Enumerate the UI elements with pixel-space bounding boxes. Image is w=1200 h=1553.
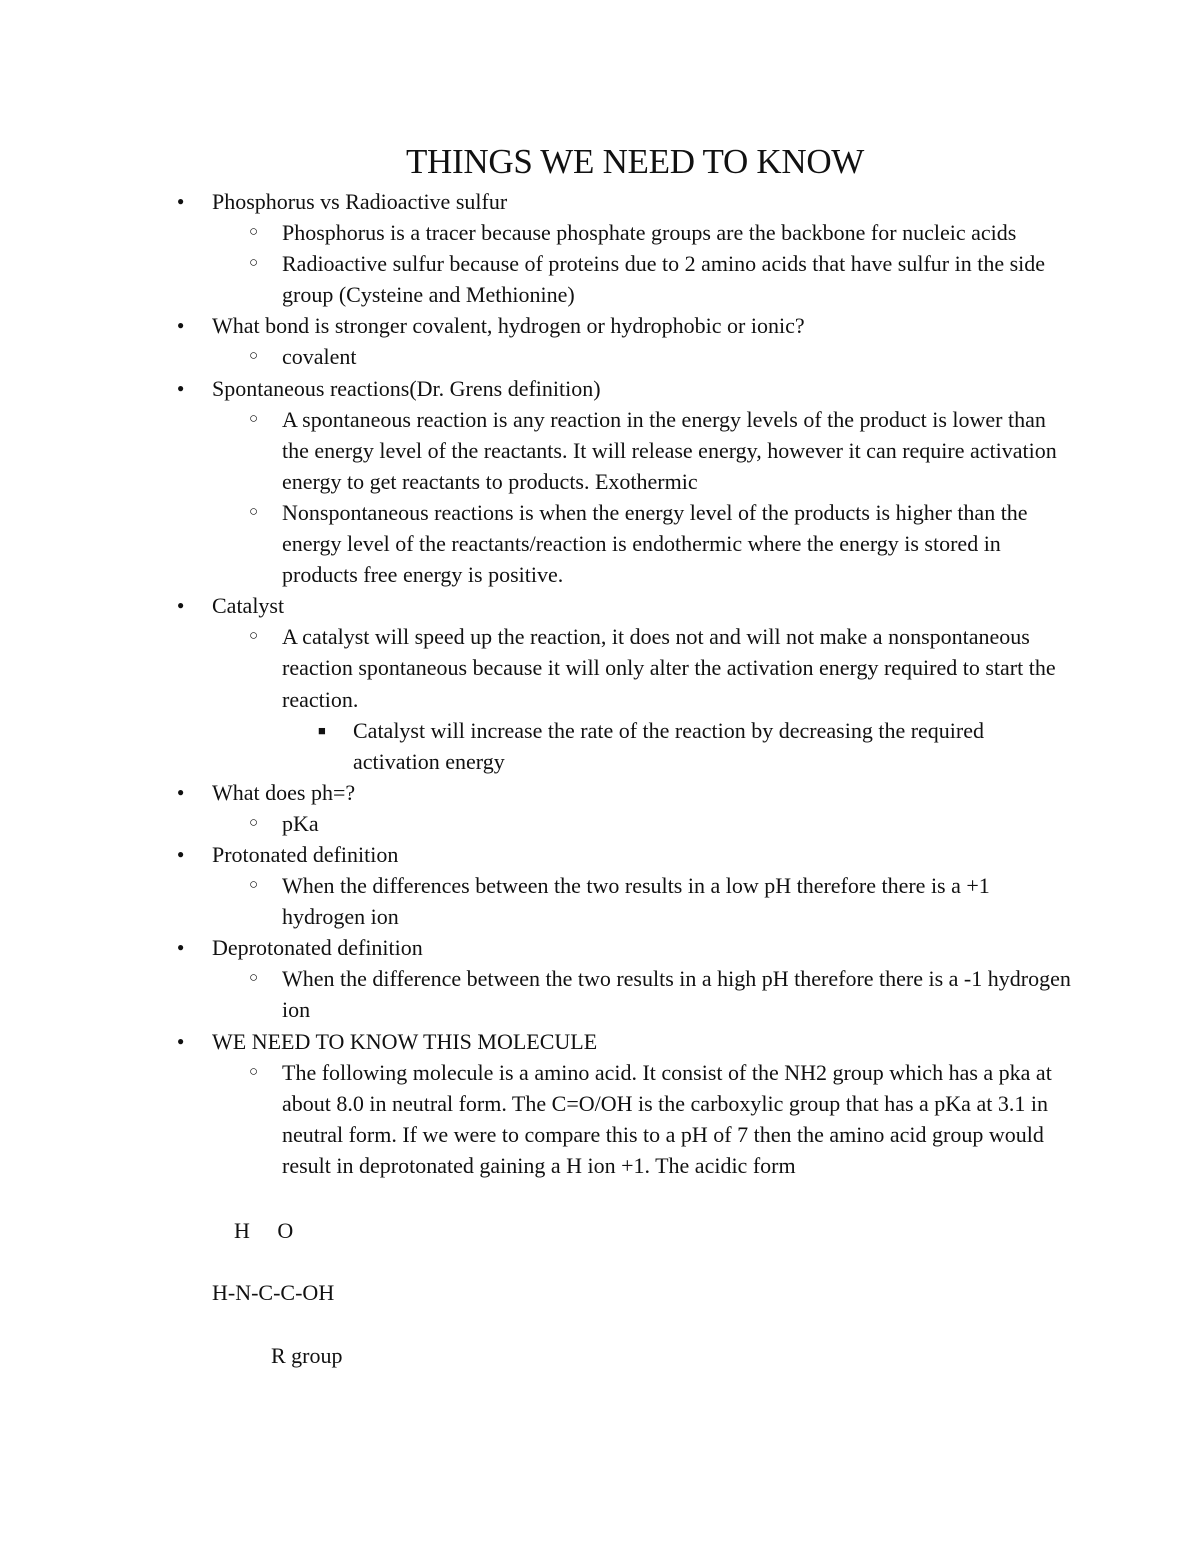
sub-list-item — [0, 870, 1072, 932]
sub-list-item — [0, 808, 1072, 839]
bullet-icon: ● — [177, 1033, 185, 1048]
bullet-icon: ● — [177, 380, 185, 395]
list-item-text: WE NEED TO KNOW THIS MOLECULE — [212, 1028, 598, 1054]
bullet-icon: ● — [177, 940, 185, 955]
sub-list-item — [0, 341, 1072, 372]
sub-list-item — [0, 248, 1072, 310]
outline-list — [0, 186, 1200, 1181]
document-title: THINGS WE NEED TO KNOW — [405, 142, 865, 181]
bullet-icon: ● — [177, 784, 185, 799]
hollow-bullet-icon: ○ — [249, 1063, 259, 1080]
sub-list-item — [0, 621, 1072, 714]
sub-list-item — [0, 404, 1072, 497]
list-item — [0, 590, 1072, 621]
bullet-icon: ● — [177, 318, 185, 333]
list-item — [0, 932, 1072, 963]
sub-list-item-text: Phosphorus is a tracer because phosphate groups are the backbone for nucleic acids — [282, 220, 1017, 246]
molecule-top-atoms: H O — [234, 1218, 294, 1243]
list-item-text: Spontaneous reactions(Dr. Grens definition) — [212, 375, 601, 401]
bullet-icon: ● — [177, 846, 185, 861]
hollow-bullet-icon: ○ — [249, 814, 259, 831]
list-item — [0, 839, 1072, 870]
sub-list-item — [0, 1057, 1072, 1181]
bullet-icon: ● — [177, 598, 185, 613]
sub-list-item-text: When the differences between the two results in a low pH therefore there is a +1 hydrogen ion — [282, 873, 990, 930]
list-item-text: Deprotonated definition — [212, 935, 423, 961]
list-item-text: Phosphorus vs Radioactive sulfur — [212, 189, 508, 214]
list-item-text: What bond is stronger covalent, hydrogen or hydrophobic or ionic? — [212, 313, 805, 339]
sub-list-item — [0, 963, 1072, 1025]
list-item — [0, 310, 1072, 341]
bullet-icon: ● — [177, 194, 185, 208]
sub-list-item-text: covalent — [282, 344, 357, 370]
list-item — [0, 186, 1072, 217]
sub-list-item-text: Radioactive sulfur because of proteins due to 2 amino acids that have sulfur in the side group (Cysteine and Methionine) — [282, 251, 1046, 308]
sub-list-item-text: A catalyst will speed up the reaction, it does not and will not make a nonspontaneous reaction spontaneous because it will only alter the activation energy required to start the reaction. — [282, 624, 1056, 712]
sub-sub-list-item-text: Catalyst will increase the rate of the reaction by decreasing the required activation energy — [353, 717, 985, 774]
molecule-r-group: R group — [271, 1343, 343, 1368]
list-item-text: What does ph=? — [212, 779, 356, 805]
square-bullet-icon: ■ — [318, 722, 326, 738]
hollow-bullet-icon: ○ — [249, 255, 259, 272]
sub-list-item-text: When the difference between the two results in a high pH therefore there is a -1 hydrogen ion — [282, 966, 1071, 1023]
sub-list-item — [0, 497, 1072, 590]
hollow-bullet-icon: ○ — [249, 410, 259, 427]
sub-list-item-text: Nonspontaneous reactions is when the energy level of the products is higher than the energy level of the reactants/reaction is endothermic where the energy is stored in products free energy is positive. — [282, 499, 1028, 588]
hollow-bullet-icon: ○ — [249, 970, 259, 987]
list-item-text: Catalyst — [212, 593, 285, 619]
list-item — [0, 1026, 1072, 1057]
list-item — [0, 777, 1072, 808]
molecule-chain: H-N-C-C-OH — [212, 1280, 335, 1305]
sub-sub-list-item — [0, 715, 1053, 777]
list-item-text: Protonated definition — [212, 841, 399, 867]
list-item — [0, 373, 1072, 404]
hollow-bullet-icon: ○ — [249, 348, 259, 365]
sub-list-item-text: A spontaneous reaction is any reaction in the energy levels of the product is lower than the energy level of the reactants. It will release energy, however it can require activation energy to get reactants to products. Exothermic — [282, 406, 1057, 494]
hollow-bullet-icon: ○ — [249, 224, 259, 241]
sub-list-item-text: pKa — [282, 810, 319, 836]
hollow-bullet-icon: ○ — [249, 503, 259, 520]
hollow-bullet-icon: ○ — [249, 877, 259, 894]
hollow-bullet-icon: ○ — [249, 628, 259, 645]
sub-list-item — [0, 217, 1072, 248]
sub-list-item-text: The following molecule is a amino acid. It consist of the NH2 group which has a pka at about 8.0 in neutral form. The C=O/OH is the carboxylic group that has a pKa at 3.1 in neutral form. If we were to compare this to a pH of 7 then the amino acid group would result in deprotonated gaining a H ion +1. The acidic form — [282, 1059, 1052, 1178]
